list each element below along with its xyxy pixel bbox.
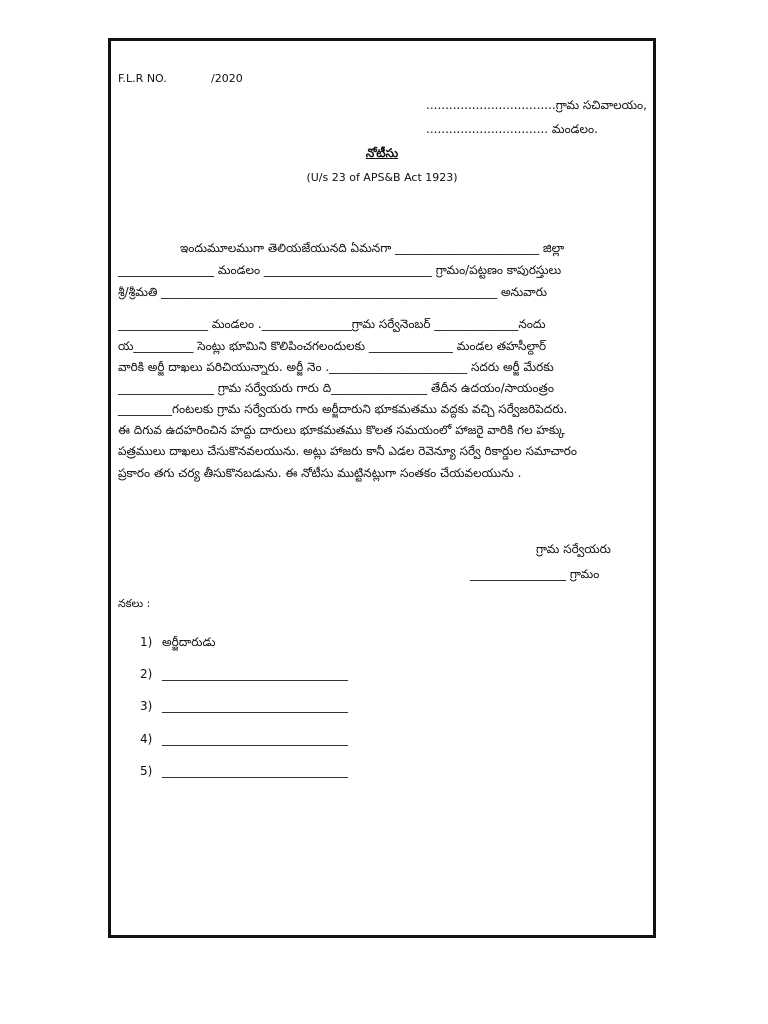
- copy-item-text: అర్జీదారుడు: [162, 635, 216, 649]
- copy-item-text: _______________________________: [162, 699, 348, 713]
- body-line-5: య__________ సెంట్లు భూమిని కొలిపించగలందులకు ______________ మండల తహసీల్దార్: [118, 339, 547, 353]
- body-line-8: _________గంటలకు గ్రామ సర్వేయరు గారు అర్జీదారుని భూకమతము వద్దకు వచ్చి సర్వేజరిపెదరు.: [118, 402, 568, 416]
- copy-item-number: 2): [140, 667, 153, 681]
- copy-item-number: 5): [140, 764, 153, 778]
- copy-item-text: _______________________________: [162, 764, 348, 778]
- body-line-2: ________________ మండలం ____________________________ గ్రామం/పట్టణం కాపురస్తులు: [118, 263, 562, 277]
- body-line-6: వారికి అర్జీ దాఖలు పరిచియున్నారు. అర్జీ నెం ._______________________ సదరు అర్జీ మేరకు: [118, 360, 554, 374]
- surveyor-designation: గ్రామ సర్వేయరు: [536, 542, 611, 556]
- notice-title: నోటీసు: [365, 146, 399, 160]
- copy-item-text: _______________________________: [162, 667, 348, 681]
- flr-year: /2020: [211, 72, 243, 85]
- copy-item-number: 3): [140, 699, 153, 713]
- body-line-10: పత్రములు దాఖలు చేసుకొనవలయును. అట్లు హాజరు కానీ ఎడల రెవెన్యూ సర్వే రికార్డుల సమాచారం: [118, 444, 577, 458]
- copy-item-number: 1): [140, 635, 153, 649]
- village-secretariat-line: ..................................గ్రామ సచివాలయం,: [426, 98, 647, 112]
- body-line-4: _______________ మండలం ._______________గ్రామ సర్వేనెంబర్ ______________నందు: [118, 317, 546, 331]
- body-line-3: శ్రీ/శ్రీమతి ________________________________________________________ అనువారు: [118, 285, 547, 299]
- body-line-9: ఈ దిగువ ఉదహరించిన హద్దు దారులు భూకమతము కొలత సమయంలో హాజరై వారికి గల హక్కు: [118, 423, 565, 437]
- mandal-line: ................................ మండలం.: [426, 122, 598, 136]
- copy-item-number: 4): [140, 732, 153, 746]
- body-line-11: ప్రకారం తగు చర్య తీసుకొనబడును. ఈ నోటీసు ముట్టినట్లుగా సంతకం చేయవలయును .: [118, 466, 522, 480]
- notice-subtitle: (U/s 23 of APS&B Act 1923): [306, 171, 458, 184]
- body-line-7: ________________ గ్రామ సర్వేయరు గారు ది________________ తేదీన ఉదయం/సాయంత్రం: [118, 381, 554, 395]
- flr-number-label: F.L.R NO.: [118, 72, 167, 85]
- copies-label: నకలు :: [118, 597, 151, 610]
- copy-item-text: _______________________________: [162, 732, 348, 746]
- surveyor-village-line: ________________ గ్రామం: [470, 567, 600, 581]
- body-line-1: ఇందుమూలముగా తెలియజేయునది ఏమనగా ________________________ జిల్లా: [180, 241, 565, 255]
